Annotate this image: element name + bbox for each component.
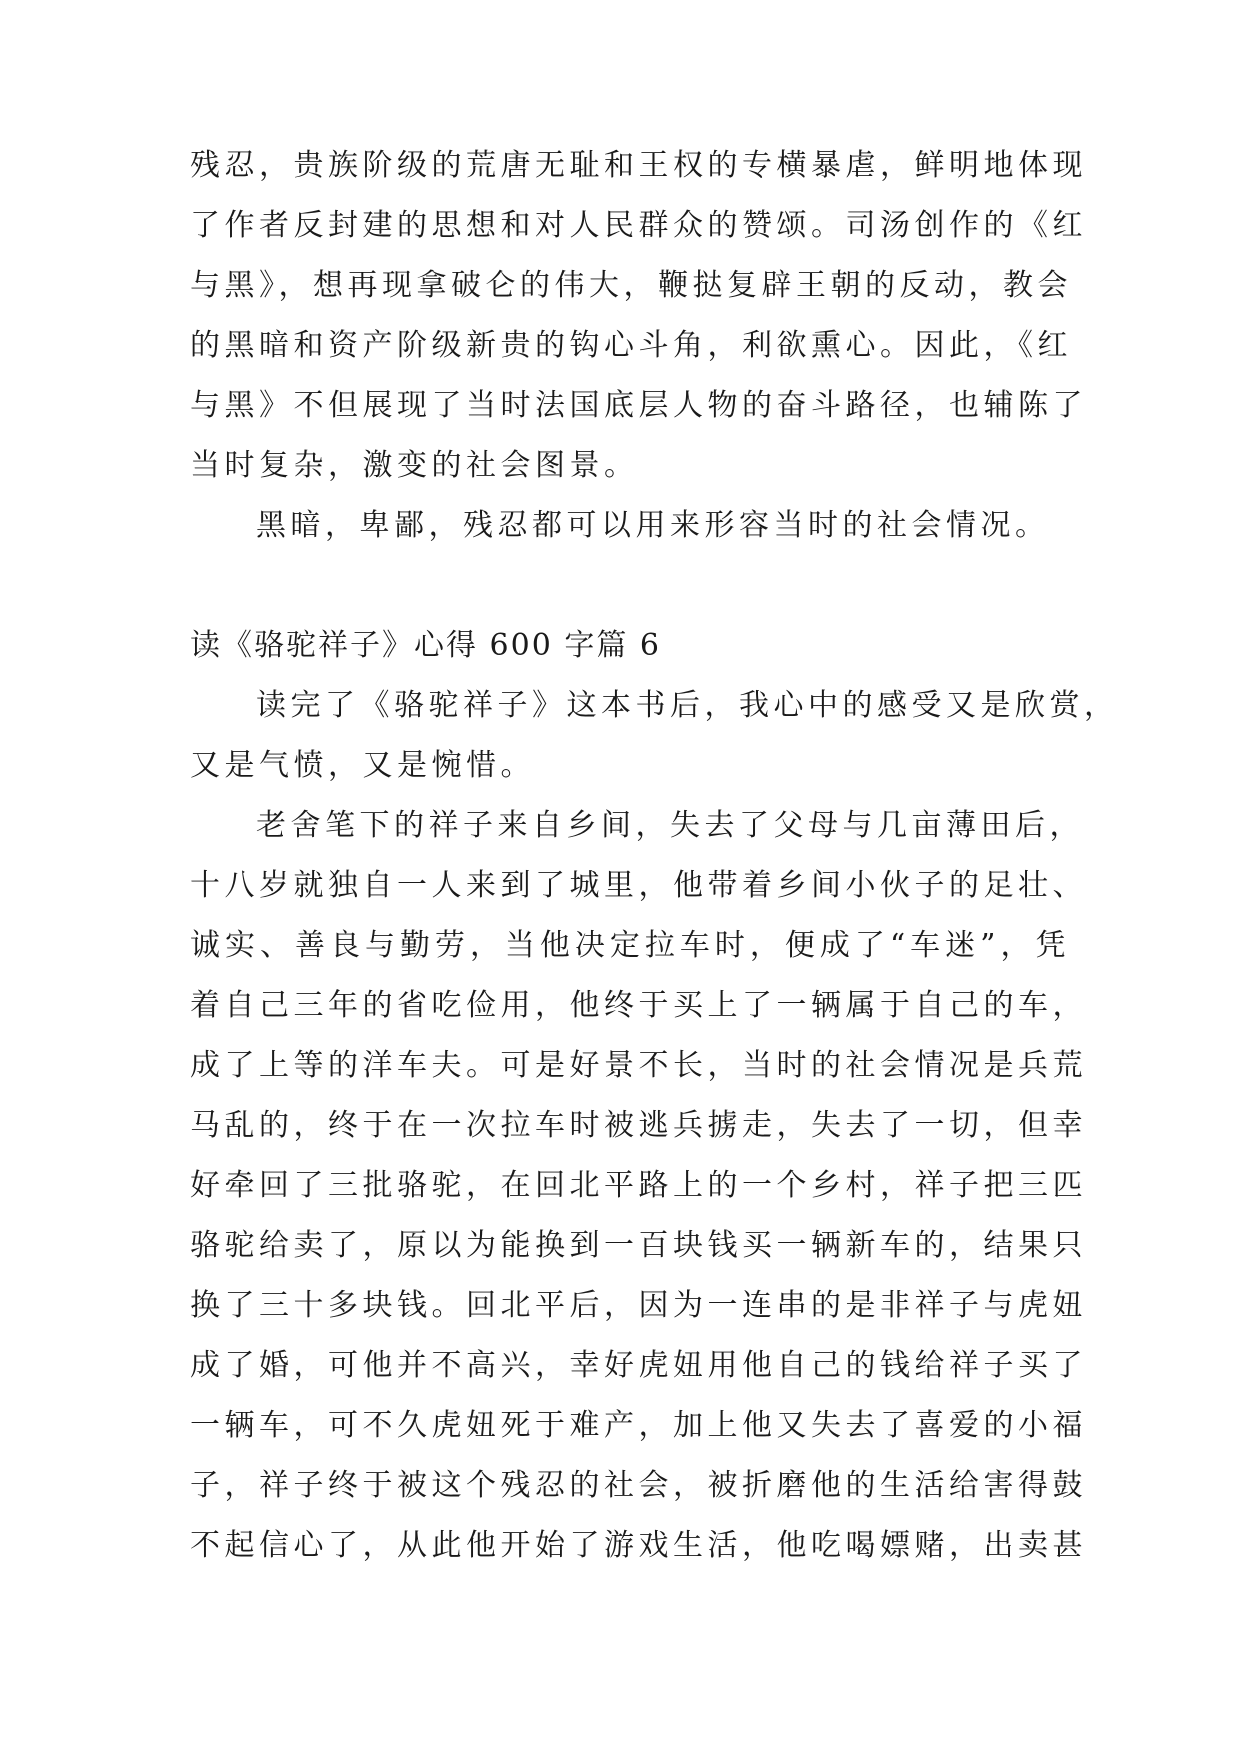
closing-paragraph: 黑暗，卑鄙，残忍都可以用来形容当时的社会情况。: [256, 508, 1050, 543]
body-text-line: 又是气愤，又是惋惜。: [190, 748, 535, 783]
body-text-line: 着自己三年的省吃俭用，他终于买上了一辆属于自己的车，: [190, 988, 1087, 1023]
body-text-line: 成了上等的洋车夫。可是好景不长，当时的社会情况是兵荒: [190, 1048, 1087, 1083]
body-text-line: 残忍，贵族阶级的荒唐无耻和王权的专横暴虐，鲜明地体现: [190, 148, 1087, 183]
body-text-line: 一辆车，可不久虎妞死于难产，加上他又失去了喜爱的小福: [190, 1408, 1087, 1443]
body-text-line: 成了婚，可他并不高兴，幸好虎妞用他自己的钱给祥子买了: [190, 1348, 1087, 1383]
body-text-line: 了作者反封建的思想和对人民群众的赞颂。司汤创作的《红: [190, 208, 1087, 243]
body-text-line: 骆驼给卖了，原以为能换到一百块钱买一辆新车的，结果只: [190, 1228, 1087, 1263]
body-text-line: 与黑》，想再现拿破仑的伟大，鞭挞复辟王朝的反动，教会: [190, 268, 1072, 303]
section-title: 读《骆驼祥子》心得 600 字篇 6: [190, 628, 661, 663]
body-text-line: 好牵回了三批骆驼，在回北平路上的一个乡村，祥子把三匹: [190, 1168, 1087, 1203]
body-text-line: 子，祥子终于被这个残忍的社会，被折磨他的生活给害得鼓: [190, 1468, 1087, 1503]
body-text-line: 老舍笔下的祥子来自乡间，失去了父母与几亩薄田后，: [256, 808, 1084, 843]
body-text-line: 十八岁就独自一人来到了城里，他带着乡间小伙子的足壮、: [190, 868, 1087, 903]
body-text-line: 换了三十多块钱。回北平后，因为一连串的是非祥子与虎妞: [190, 1288, 1087, 1323]
body-text-line: 的黑暗和资产阶级新贵的钩心斗角，利欲熏心。因此，《红: [190, 328, 1072, 363]
body-text-line: 读完了《骆驼祥子》这本书后，我心中的感受又是欣赏，: [256, 688, 1119, 723]
body-text-line: 马乱的，终于在一次拉车时被逃兵掳走，失去了一切，但幸: [190, 1108, 1087, 1143]
body-text-line: 不起信心了，从此他开始了游戏生活，他吃喝嫖赌，出卖甚: [190, 1528, 1087, 1563]
body-text-line: 当时复杂，激变的社会图景。: [190, 448, 639, 483]
body-text-line: 与黑》不但展现了当时法国底层人物的奋斗路径，也辅陈了: [190, 388, 1087, 423]
body-text-line: 诚实、善良与勤劳，当他决定拉车时，便成了“车迷”，凭: [190, 928, 1070, 963]
